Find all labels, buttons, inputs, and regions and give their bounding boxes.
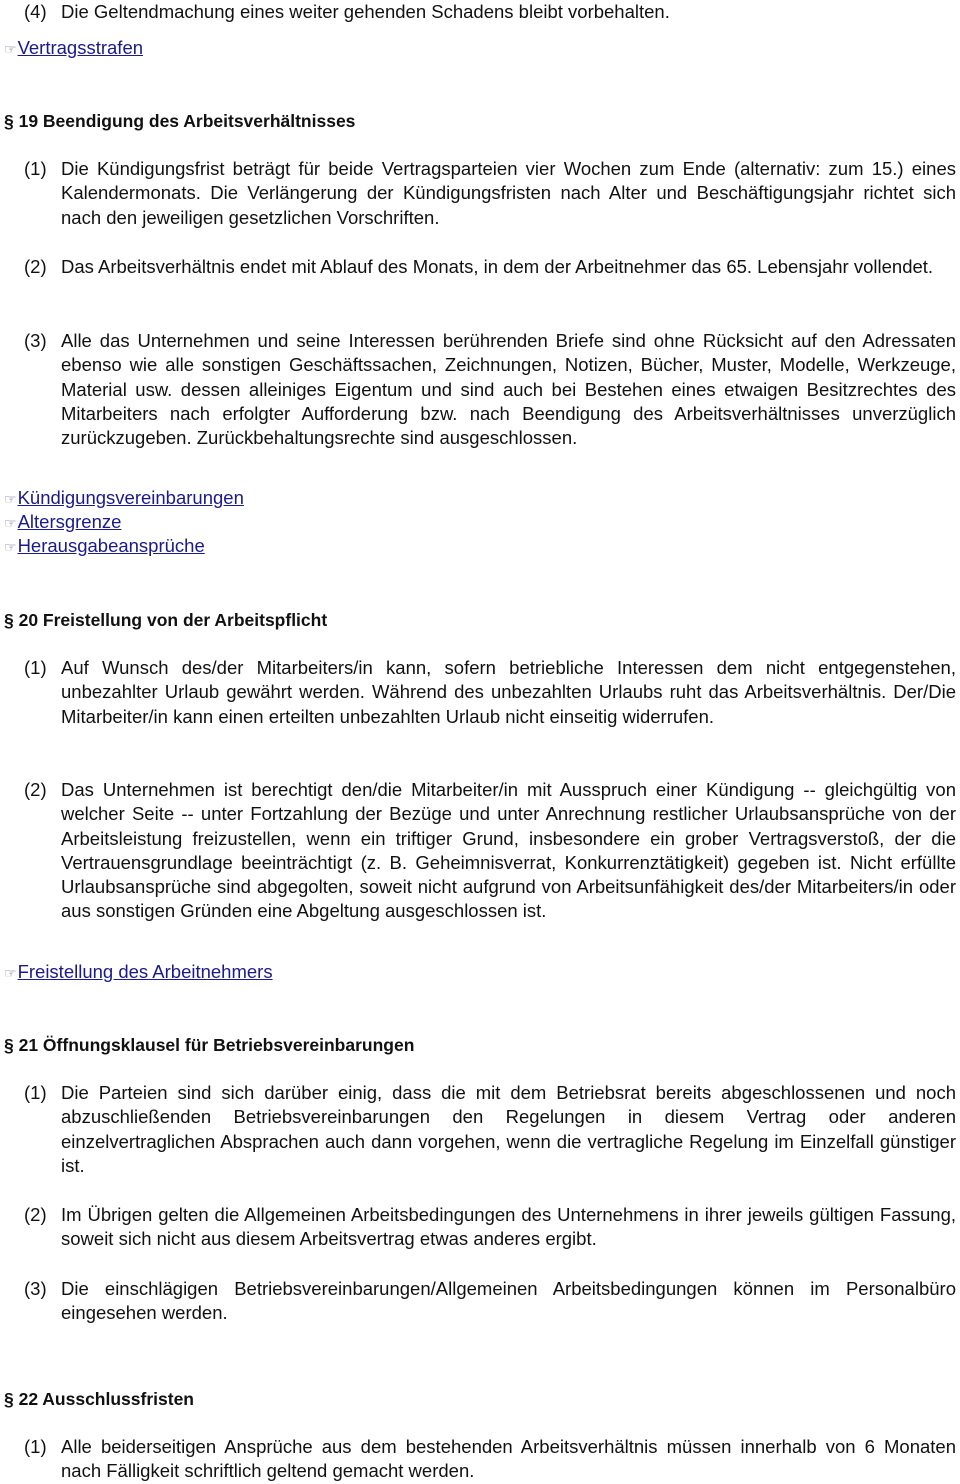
pointing-hand-icon: ☞	[4, 41, 17, 57]
paragraph-19-3	[24, 329, 956, 450]
paragraph-number: (2)	[24, 1204, 47, 1225]
link-label: Herausgabeansprüche	[17, 535, 205, 556]
pointing-hand-icon: ☞	[4, 539, 17, 555]
paragraph-19-1	[24, 157, 956, 230]
paragraph-text: Die Geltendmachung eines weiter gehenden Schadens bleibt vorbehalten.	[61, 1, 670, 22]
paragraph-21-2	[24, 1203, 956, 1252]
paragraph-20-1	[24, 656, 956, 729]
paragraph-text: Die Parteien sind sich darüber einig, dass die mit dem Betriebsrat bereits abgeschlossenen und noch abzuschließenden Betriebsvereinbarungen den Regelungen in diesem Vertrag oder anderen einzelvertraglichen Absprachen auch dann vorgehen, wenn die vertragliche Regelung im Einzelfall günstiger ist.	[61, 1082, 956, 1176]
paragraph-19-2	[24, 255, 956, 279]
paragraph-number: (2)	[24, 779, 47, 800]
paragraph-text: Das Unternehmen ist berechtigt den/die Mitarbeiter/in mit Ausspruch einer Kündigung -- gleichgültig von welcher Seite -- unter Fortzahlung der Bezüge und unter Anrechnung restlicher Urlaubsansprüche von der Arbeitsleistung freizustellen, wenn ein triftiger Grund, insbesondere ein grober Vertragsverstoß, der die Vertrauensgrundlage beeinträchtigt (z. B. Geheimnisverrat, Konkurrenztätigkeit) gegeben ist. Nicht erfüllte Urlaubsansprüche sind abgegolten, soweit nicht aufgrund von Arbeitsunfähigkeit des/der Mitarbeiters/in oder aus sonstigen Gründen eine Abgeltung ausgeschlossen ist.	[61, 779, 956, 922]
paragraph-text: Im Übrigen gelten die Allgemeinen Arbeitsbedingungen des Unternehmens in ihrer jeweils gültigen Fassung, soweit sich nicht aus diesem Arbeitsvertrag etwas anderes ergibt.	[61, 1204, 956, 1250]
paragraph-number: (1)	[24, 158, 47, 179]
paragraph-text: Alle das Unternehmen und seine Interessen berührenden Briefe sind ohne Rücksicht auf den Adressaten ebenso wie alle sonstigen Geschäftssachen, Zeichnungen, Notizen, Bücher, Muster, Modelle, Werkzeuge, Material usw. dessen alleiniges Eigentum und sind auch bei Bestehen eines etwaigen Besitzrechtes des Mitarbeiters nach erfolgter Aufforderung bzw. nach Beendigung des Arbeitsverhältnisses unverzüglich zurückzugeben. Zurückbehaltungsrechte sind ausgeschlossen.	[61, 330, 956, 449]
paragraph-number: (3)	[24, 330, 47, 351]
paragraph-number: (1)	[24, 1436, 47, 1457]
paragraph-number: (2)	[24, 256, 47, 277]
link-altersgrenze[interactable]	[4, 510, 121, 535]
link-label: Kündigungsvereinbarungen	[17, 487, 244, 508]
link-label: Vertragsstrafen	[17, 37, 144, 58]
section-heading-19: § 19 Beendigung des Arbeitsverhältnisses	[4, 111, 356, 131]
paragraph-text: Die einschlägigen Betriebsvereinbarungen/Allgemeinen Arbeitsbedingungen können im Personalbüro eingesehen werden.	[61, 1278, 956, 1324]
paragraph-text: Das Arbeitsverhältnis endet mit Ablauf des Monats, in dem der Arbeitnehmer das 65. Lebensjahr vollendet.	[61, 256, 934, 277]
link-herausgabeansprueche[interactable]	[4, 534, 205, 559]
link-kuendigungsvereinbarungen[interactable]	[4, 486, 244, 511]
pointing-hand-icon: ☞	[4, 515, 17, 531]
paragraph-number: (4)	[24, 1, 47, 22]
pointing-hand-icon: ☞	[4, 965, 17, 981]
paragraph-4	[24, 0, 956, 24]
section-heading-20: § 20 Freistellung von der Arbeitspflicht	[4, 610, 328, 630]
link-label: Altersgrenze	[17, 511, 122, 532]
paragraph-21-3	[24, 1277, 956, 1326]
paragraph-number: (3)	[24, 1278, 47, 1299]
paragraph-21-1	[24, 1081, 956, 1178]
paragraph-text: Auf Wunsch des/der Mitarbeiters/in kann, sofern betriebliche Interessen dem nicht entgegenstehen, unbezahlter Urlaub gewährt werden. Während des unbezahlten Urlaubs ruht das Arbeitsverhältnis. Der/Die Mitarbeiter/in kann einen erteilten unbezahlten Urlaub nicht einseitig widerrufen.	[61, 657, 956, 727]
paragraph-number: (1)	[24, 1082, 47, 1103]
section-heading-21: § 21 Öffnungsklausel für Betriebsvereinbarungen	[4, 1035, 415, 1055]
paragraph-20-2	[24, 778, 956, 924]
link-vertragsstrafen[interactable]	[4, 36, 143, 61]
section-heading-22: § 22 Ausschlussfristen	[4, 1389, 194, 1409]
paragraph-text: Die Kündigungsfrist beträgt für beide Vertragsparteien vier Wochen zum Ende (alternativ: zum 15.) eines Kalendermonats. Die Verlängerung der Kündigungsfristen nach Alter und Beschäftigungsjahr richtet sich nach den jeweiligen gesetzlichen Vorschriften.	[61, 158, 956, 228]
paragraph-number: (1)	[24, 657, 47, 678]
link-freistellung-des-arbeitnehmers[interactable]	[4, 960, 273, 985]
pointing-hand-icon: ☞	[4, 491, 17, 507]
paragraph-22-1	[24, 1435, 956, 1484]
paragraph-text: Alle beiderseitigen Ansprüche aus dem bestehenden Arbeitsverhältnis müssen innerhalb von 6 Monaten nach Fälligkeit schriftlich geltend gemacht werden.	[61, 1436, 956, 1482]
link-label: Freistellung des Arbeitnehmers	[17, 961, 273, 982]
